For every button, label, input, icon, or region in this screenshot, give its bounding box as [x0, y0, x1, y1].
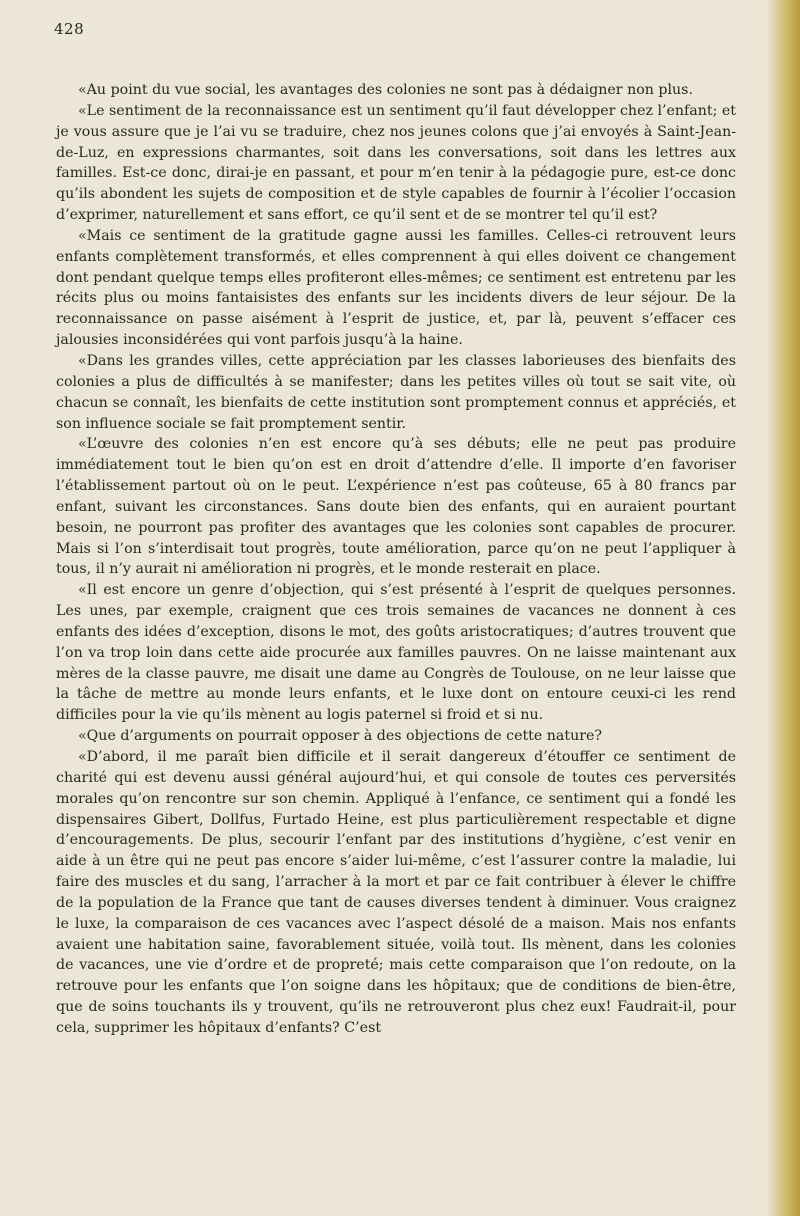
- paragraph-5: «L’œuvre des colonies n’en est encore qu’à ses débuts; elle ne peut pas produire immédiatement tout le bien qu’on est en droit d’attendre d’elle. Il importe d’en favoriser l’établissement partout où on le peut. L’expérience n’est pas coûteuse, 65 à 80 francs par enfant, suivant les circonstances. Sans doute bien des enfants, qui en auraient pourtant besoin, ne pourront pas profiter des avantages que les colonies sont capables de procurer. Mais si l’on s’interdisait tout progrès, toute amélioration, parce qu’on ne peut l’appliquer à tous, il n’y aurait ni amélioration ni progrès, et le monde resterait en place.: [56, 436, 736, 578]
- paragraph-3: «Mais ce sentiment de la gratitude gagne aussi les familles. Celles-ci retrouvent leurs enfants complètement transformés, et elles comprennent à qui elles doivent ce changement dont pendant quelque temps elles profiteront elles-mêmes; ce sentiment est entretenu par les récits plus ou moins fantaisistes des enfants sur les incidents divers de leur séjour. De la reconnaissance on passe aisément à l’esprit de justice, et, par là, peuvent s’effacer ces jalousies inconsidérées qui vont parfois jusqu’à la haine.: [56, 227, 736, 349]
- paragraph-8: «D’abord, il me paraît bien difficile et il serait dangereux d’étouffer ce sentiment de charité qui est devenu aussi général aujourd’hui, et qui console de toutes ces perversités morales qu’on rencontre sur son chemin. Appliqué à l’enfance, ce sentiment qui a fondé les dispensaires Gibert, Dollfus, Furtado Heine, est plus particulièrement respectable et digne d’encouragements. De plus, secourir l’enfant par des institutions d’hygiène, c’est venir en aide à un être qui ne peut pas encore s’aider lui-même, c’est l’assurer contre la maladie, lui faire des muscles et du sang, l’arracher à la mort et par ce fait contribuer à élever le chiffre de la population de la France que tant de causes diverses tendent à diminuer. Vous craignez le luxe, la comparaison de ces vacances avec l’aspect désolé de a maison. Mais nos enfants avaient une habitation saine, favorablement située, voilà tout. Ils mènent, dans les colonies de vacances, une vie d’ordre et de propreté; mais cette comparaison que l’on redoute, on la retrouve pour les enfants que l’on soigne dans les hôpitaux; que de conditions de bien-être, que de soins touchants ils y trouvent, qu’ils ne retrouveront plus chez eux! Faudrait-il, pour cela, supprimer les hôpitaux d’enfants? C’est: [56, 749, 736, 1036]
- body-text: [56, 80, 736, 1039]
- page-edge: [766, 0, 800, 1216]
- paragraph-1: «Au point du vue social, les avantages des colonies ne sont pas à dédaigner non plus.: [78, 82, 693, 98]
- paragraph-2: «Le sentiment de la reconnaissance est un sentiment qu’il faut développer chez l’enfant; et je vous assure que je l’ai vu se traduire, chez nos jeunes colons que j’ai envoyés à Saint-Jean-de-Luz, en expressions charmantes, soit dans les conversations, soit dans les lettres aux familles. Est-ce donc, dirai-je en passant, et pour m’en tenir à la pédagogie pure, est-ce donc qu’ils abondent les sujets de composition et de style capables de fournir à l’écolier l’occasion d’exprimer, naturellement et sans effort, ce qu’il sent et de se montrer tel qu’il est?: [56, 102, 736, 224]
- paragraph-4: «Dans les grandes villes, cette appréciation par les classes laborieuses des bienfaits des colonies a plus de difficultés à se manifester; dans les petites villes où tout se sait vite, où chacun se connaît, les bienfaits de cette institution sont promptement connus et appréciés, et son influence sociale se fait promptement sentir.: [56, 352, 736, 432]
- paragraph-6: «Il est encore un genre d’objection, qui s’est présenté à l’esprit de quelques personnes. Les unes, par exemple, craignent que ces trois semaines de vacances ne donnent à ces enfants des idées d’exception, disons le mot, des goûts aristocratiques; d’autres trouvent que l’on va trop loin dans cette aide procurée aux familles pauvres. On ne laisse maintenant aux mères de la classe pauvre, me disait une dame au Congrès de Toulouse, on ne leur laisse que la tâche de mettre au monde leurs enfants, et le luxe dont on entoure ceuxi-ci les rend difficiles pour la vie qu’ils mènent au logis paternel si froid et si nu.: [56, 582, 736, 724]
- paragraph-7: «Que d’arguments on pourrait opposer à des objections de cette nature?: [78, 728, 602, 745]
- page-number: 428: [54, 20, 85, 38]
